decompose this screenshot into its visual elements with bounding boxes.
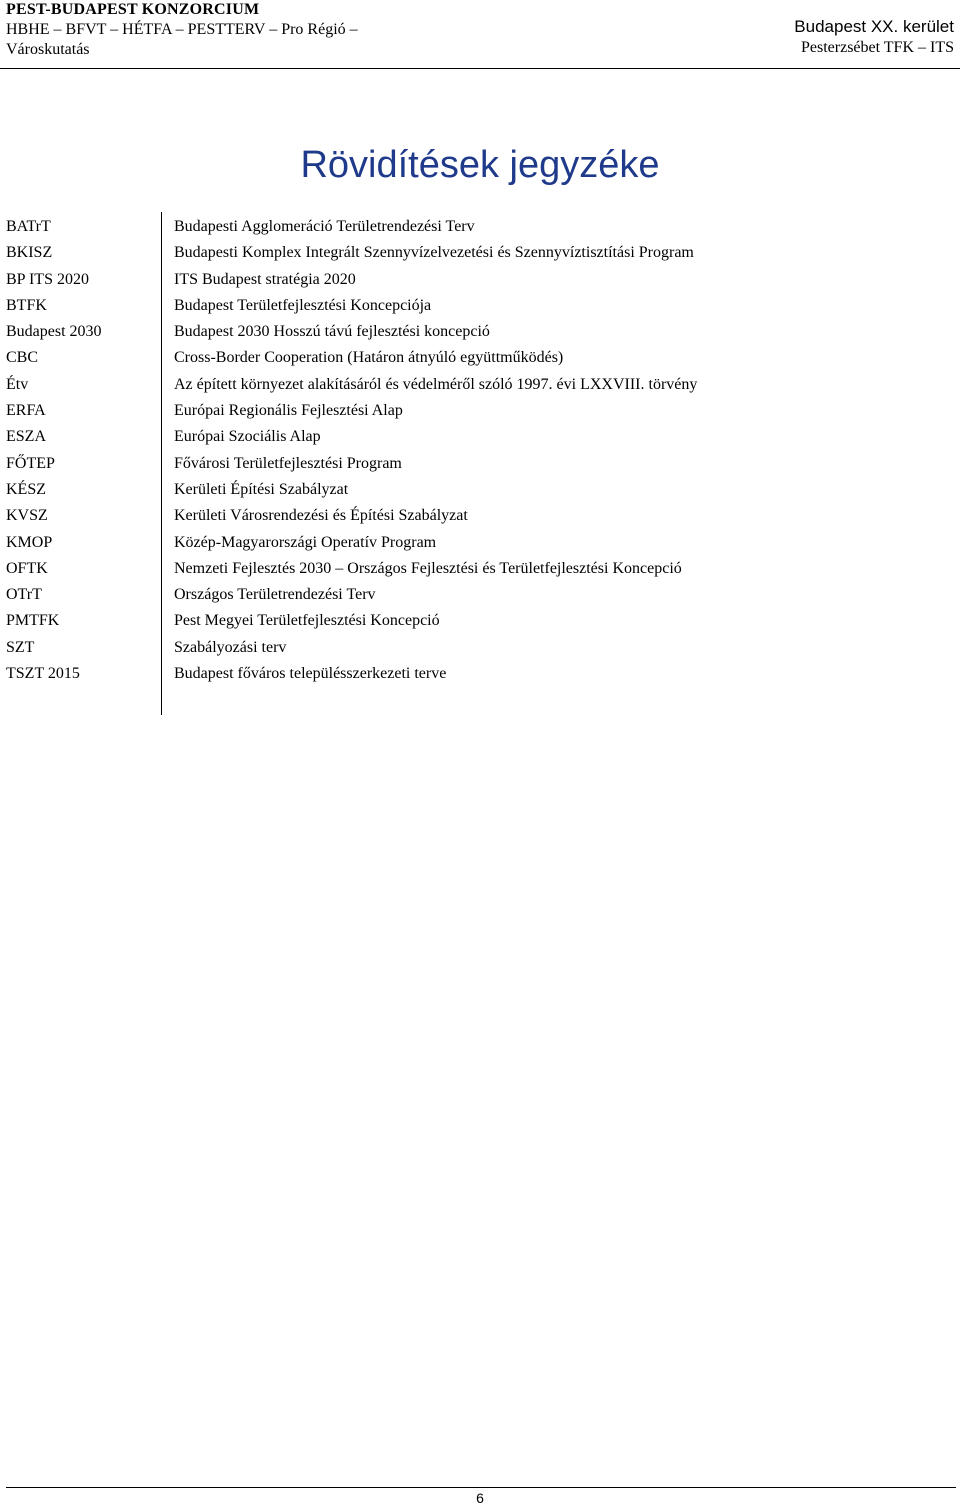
abbreviation-key: ESZA [6, 428, 46, 446]
abbreviation-row [0, 477, 960, 503]
abbreviation-row [0, 424, 960, 450]
abbreviation-key: CBC [6, 349, 39, 367]
abbreviation-row [0, 661, 960, 687]
abbreviation-row [0, 293, 960, 319]
abbreviation-key: SZT [6, 638, 35, 656]
abbreviation-definition: Fővárosi Területfejlesztési Program [174, 454, 402, 472]
abbreviation-row [0, 345, 960, 371]
abbreviation-row [0, 372, 960, 398]
abbreviation-definition: Budapest Területfejlesztési Koncepciója [174, 296, 432, 314]
header-document: Pesterzsébet TFK – ITS [800, 39, 954, 56]
footer-divider [6, 1487, 956, 1488]
abbreviation-row [0, 582, 960, 608]
abbreviation-definition: Az épített környezet alakításáról és védelméről szóló 1997. évi LXXVIII. törvény [174, 375, 698, 393]
abbreviation-row [0, 267, 960, 293]
abbreviation-definition: Kerületi Építési Szabályzat [174, 480, 349, 498]
abbreviation-key: BTFK [6, 296, 47, 314]
abbreviation-row [0, 556, 960, 582]
page-number: 6 [476, 1490, 484, 1506]
abbreviation-key: Étv [6, 375, 29, 393]
page-title: Rövidítések jegyzéke [300, 144, 660, 186]
abbreviation-definition: Budapesti Komplex Integrált Szennyvízelvezetési és Szennyvíztisztítási Program [174, 244, 694, 262]
abbreviation-list [0, 214, 960, 687]
consortium-partners: HBHE – BFVT – HÉTFA – PESTTERV – Pro Régió – [6, 21, 358, 38]
abbreviation-definition: ITS Budapest stratégia 2020 [174, 270, 356, 288]
abbreviation-row [0, 319, 960, 345]
abbreviation-key: KMOP [6, 533, 53, 551]
abbreviation-definition: Pest Megyei Területfejlesztési Koncepció [174, 612, 440, 630]
abbreviation-row [0, 503, 960, 529]
abbreviation-definition: Szabályozási terv [174, 638, 287, 656]
abbreviation-row [0, 398, 960, 424]
header-right [794, 16, 954, 58]
abbreviation-definition: Közép-Magyarországi Operatív Program [174, 533, 437, 551]
abbreviation-key: Budapest 2030 [6, 323, 102, 341]
consortium-name: PEST-BUDAPEST KONZORCIUM [6, 1, 260, 18]
abbreviation-key: FŐTEP [6, 454, 55, 472]
abbreviation-key: BKISZ [6, 244, 53, 262]
page-header [0, 0, 960, 68]
abbreviation-key: OTrT [6, 586, 42, 604]
abbreviation-key: BATrT [6, 218, 51, 235]
abbreviation-definition: Cross-Border Cooperation (Határon átnyúló együttműködés) [174, 349, 564, 367]
abbreviation-row [0, 530, 960, 556]
abbreviation-key: BP ITS 2020 [6, 270, 89, 288]
header-left [6, 0, 358, 60]
abbreviation-row [0, 635, 960, 661]
abbreviation-definition: Kerületi Városrendezési és Építési Szabályzat [174, 507, 468, 525]
abbreviation-definition: Budapest 2030 Hosszú távú fejlesztési koncepció [174, 323, 490, 341]
abbreviation-definition: Európai Regionális Fejlesztési Alap [174, 402, 403, 420]
abbreviation-definition: Országos Területrendezési Terv [174, 586, 376, 604]
abbreviation-row [0, 451, 960, 477]
abbreviation-key: TSZT 2015 [6, 665, 80, 683]
abbreviation-key: ERFA [6, 402, 46, 420]
abbreviation-definition: Európai Szociális Alap [174, 428, 321, 446]
abbreviation-definition: Budapest főváros településszerkezeti terve [174, 665, 447, 683]
abbreviation-row [0, 214, 960, 240]
abbreviation-definition: Nemzeti Fejlesztés 2030 – Országos Fejlesztési és Területfejlesztési Koncepció [174, 559, 682, 577]
header-district: Budapest XX. kerület [794, 17, 954, 36]
abbreviation-key: KVSZ [6, 507, 48, 525]
abbreviation-row [0, 240, 960, 266]
abbreviation-key: OFTK [6, 559, 48, 577]
abbreviation-definition: Budapesti Agglomeráció Területrendezési Terv [174, 218, 475, 235]
header-divider [0, 68, 960, 69]
abbreviation-key: KÉSZ [6, 480, 46, 498]
abbreviation-row [0, 608, 960, 634]
consortium-partners-cont: Városkutatás [6, 41, 90, 58]
abbreviation-key: PMTFK [6, 612, 60, 630]
